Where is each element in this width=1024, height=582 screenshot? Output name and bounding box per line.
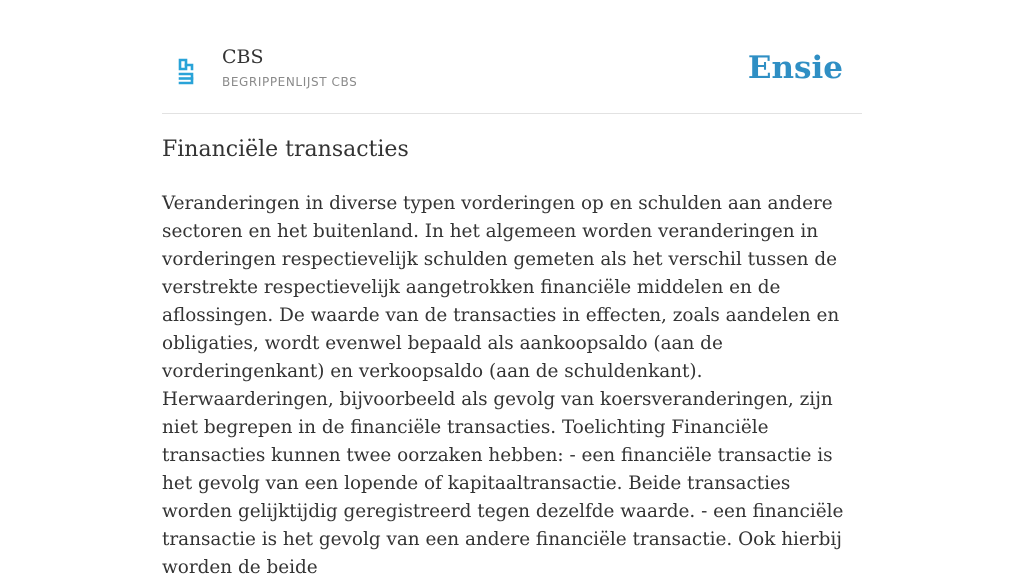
term-definition: Veranderingen in diverse typen vorderingen op en schulden aan andere sectoren en het buitenland. In het algemeen worden veranderingen in vorderingen respectievelijk schulden gemeten als het verschil tussen de verstrekte respectievelijk aangetrokken financiële middelen en de aflossingen. De waarde van de transacties in effecten, zoals aandelen en obligaties, wordt evenwel bepaald als aankoopsaldo (aan de vorderingenkant) en verkoopsaldo (aan de schuldenkant). Herwaarderingen, bijvoorbeeld als gevolg van koersveranderingen, zijn niet begrepen in de financiële transacties. Toelichting Financiële transacties kunnen twee oorzaken hebben: - een financiële transactie is het gevolg van een lopende of kapitaaltransactie. Beide transacties worden gelijktijdig geregistreerd tegen dezelfde waarde. - een financiële transactie is het gevolg van een andere financiële transactie. Ook hierbij worden de beide — [162, 193, 844, 578]
org-name: CBS — [222, 46, 264, 68]
ensie-logo-link[interactable]: Ensie — [747, 50, 843, 86]
glossary-subtitle: BEGRIPPENLIJST CBS — [222, 75, 358, 89]
header — [162, 38, 862, 114]
term-title: Financiële transacties — [162, 137, 409, 162]
cbs-logo-icon[interactable] — [174, 56, 198, 88]
